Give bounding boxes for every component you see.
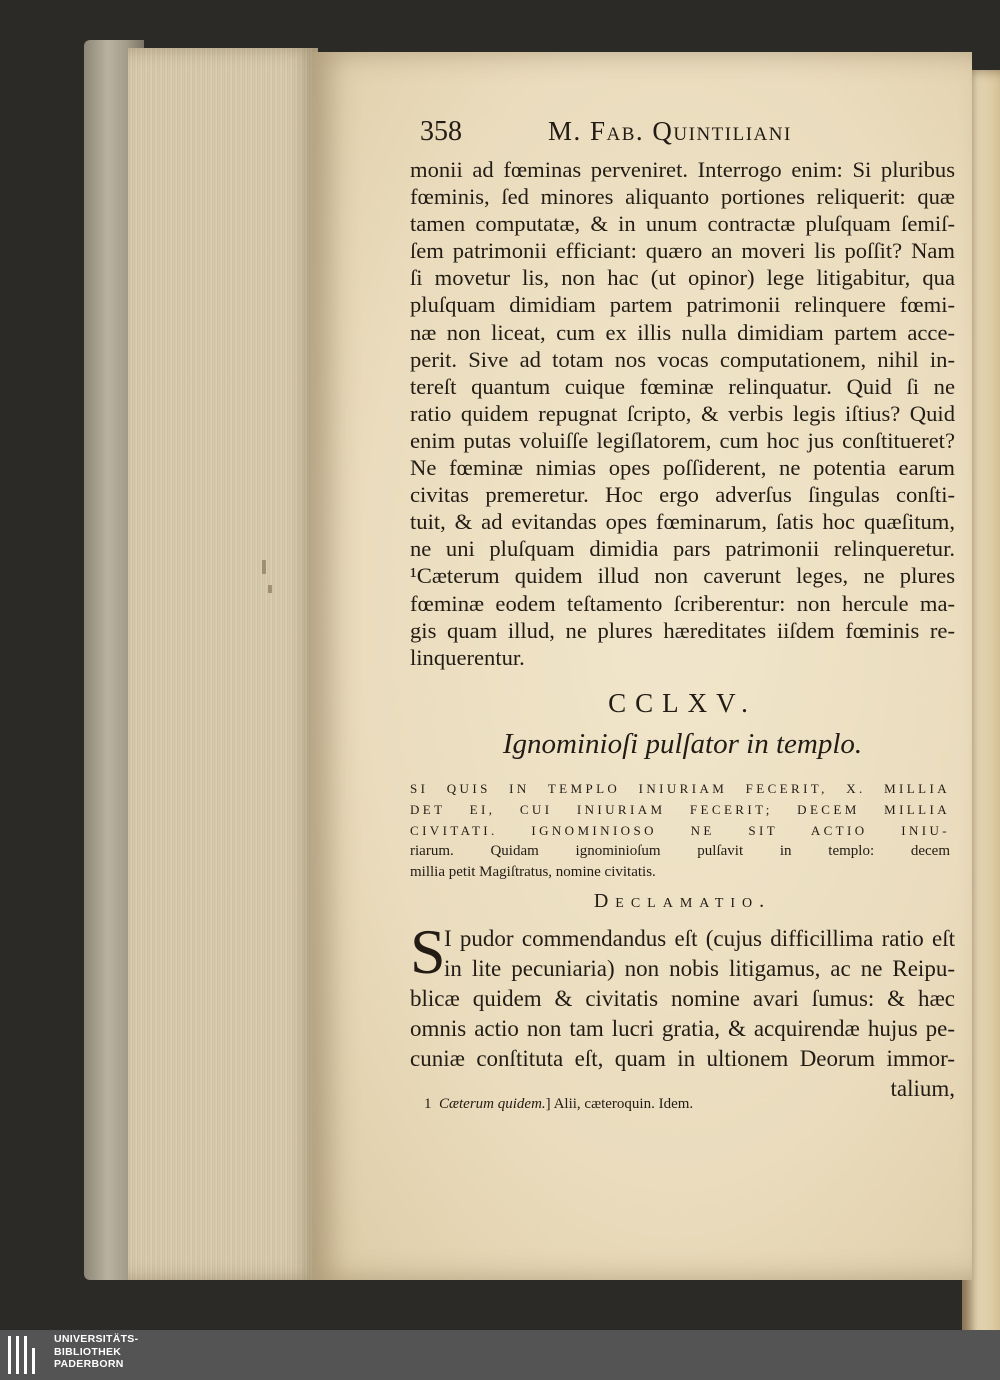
text-line: ſem patrimonii efficiant: quæro an moveri lis poſſit? Nam: [410, 238, 955, 264]
text-line: ſi movetur lis, non hac (ut opinor) lege litigabitur, qua: [410, 265, 955, 291]
page-stack-fore-edge: [128, 48, 318, 1280]
library-name-line: UNIVERSITÄTS-: [54, 1333, 139, 1345]
declamation-line: blicæ quidem & civitatis nomine avari ſumus: & hæc: [410, 986, 955, 1011]
declamation-line: cuniæ conſtituta eſt, quam in ultionem Deorum immor-: [410, 1046, 955, 1071]
argument-line: DET EI, CUI INIURIAM FECERIT; DECEM MILLIA: [410, 802, 950, 817]
drop-cap: S: [410, 916, 446, 987]
running-title: M. Fab. Quintiliani: [548, 116, 792, 146]
section-title: Ignominioſi pulſator in templo.: [502, 728, 863, 760]
text-line: tereſt quantum cuique fœminæ relinquatur. Quid ſi ne: [410, 373, 955, 399]
declamatio-heading: Declamatio.: [593, 890, 772, 912]
argument-line: riarum. Quidam ignominioſum pulſavit in templo: decem: [410, 843, 950, 859]
declamation-line: omnis actio non tam lucri gratia, & acquirendæ hujus pe-: [410, 1016, 955, 1041]
argument-line: SI QUIS IN TEMPLO INIURIAM FECERIT, X. MILLIA: [410, 781, 950, 796]
library-name-line: PADERBORN: [54, 1358, 124, 1370]
text-line: fœminis, ſed minores aliquanto portiones reliquerit: quæ: [410, 184, 955, 210]
text-line: fœminæ eodem teſtamento ſcriberentur: non hercule ma-: [410, 590, 955, 616]
argument-text: [410, 778, 950, 883]
text-line: linquerentur.: [410, 644, 525, 670]
library-name: [54, 1333, 138, 1371]
text-line: pluſquam dimidiam partem patrimonii relinquere fœmi-: [410, 292, 955, 318]
declamation-text: [410, 916, 955, 1104]
library-logo-icon: [8, 1336, 46, 1374]
text-line: gis quam illud, ne plures hæreditates iiſdem fœminis re-: [410, 617, 955, 643]
body-text: [410, 156, 955, 671]
declamation-line: I pudor commendandus eſt (cujus difficillima ratio eſt: [444, 926, 955, 951]
text-line: perit. Sive ad totam nos vocas computationem, nihil in-: [410, 346, 955, 372]
library-footer-bar: [0, 1330, 1000, 1380]
declamation-line: in lite pecuniaria) non nobis litigamus, ac ne Reipu-: [444, 956, 955, 981]
running-head: [420, 112, 870, 152]
text-line: tamen computatæ, & in unum contractæ pluſquam ſemiſ-: [410, 211, 955, 237]
text-line: ne uni pluſquam dimidia pars patrimonii relinqueretur.: [410, 536, 955, 562]
footnote-text: ] Alii, cæteroquin. Idem.: [545, 1096, 694, 1112]
library-name-line: BIBLIOTHEK: [54, 1345, 122, 1358]
page-stain: [262, 560, 266, 574]
text-line: civitas premeretur. Hoc ergo adverſus ſingulas conſti-: [410, 482, 955, 508]
footnote: [424, 1096, 693, 1113]
text-line: ¹Cæterum quidem illud non caverunt leges, ne plures: [410, 563, 955, 589]
declamation-line: talium,: [890, 1076, 955, 1101]
argument-line: CIVITATI. IGNOMINIOSO NE SIT ACTIO INIU-: [410, 823, 950, 838]
argument-line: millia petit Magiſtratus, nomine civitatis.: [410, 864, 656, 880]
text-line: monii ad fœminas perveniret. Interrogo enim: Si pluribus: [410, 157, 955, 182]
page-stain: [268, 585, 272, 593]
page-number: 358: [420, 116, 462, 147]
section-number: CCLXV.: [608, 688, 757, 718]
text-line: næ non liceat, cum ex illis nulla dimidiam partem acce-: [410, 319, 955, 345]
text-line: Ne fœminæ nimias opes poſſiderent, ne potentia earum: [410, 455, 955, 481]
text-line: tuit, & ad evitandas opes fœminarum, ſatis hoc quæſitum,: [410, 509, 955, 535]
text-line: ratio quidem repugnat ſcripto, & verbis legis iſtius? Quid: [410, 400, 955, 426]
text-line: enim putas voluiſſe legiſlatorem, cum hoc jus conſtitueret?: [410, 427, 955, 453]
footnote-lemma: Cæterum quidem.: [439, 1096, 546, 1112]
footnote-marker: 1: [424, 1096, 432, 1112]
